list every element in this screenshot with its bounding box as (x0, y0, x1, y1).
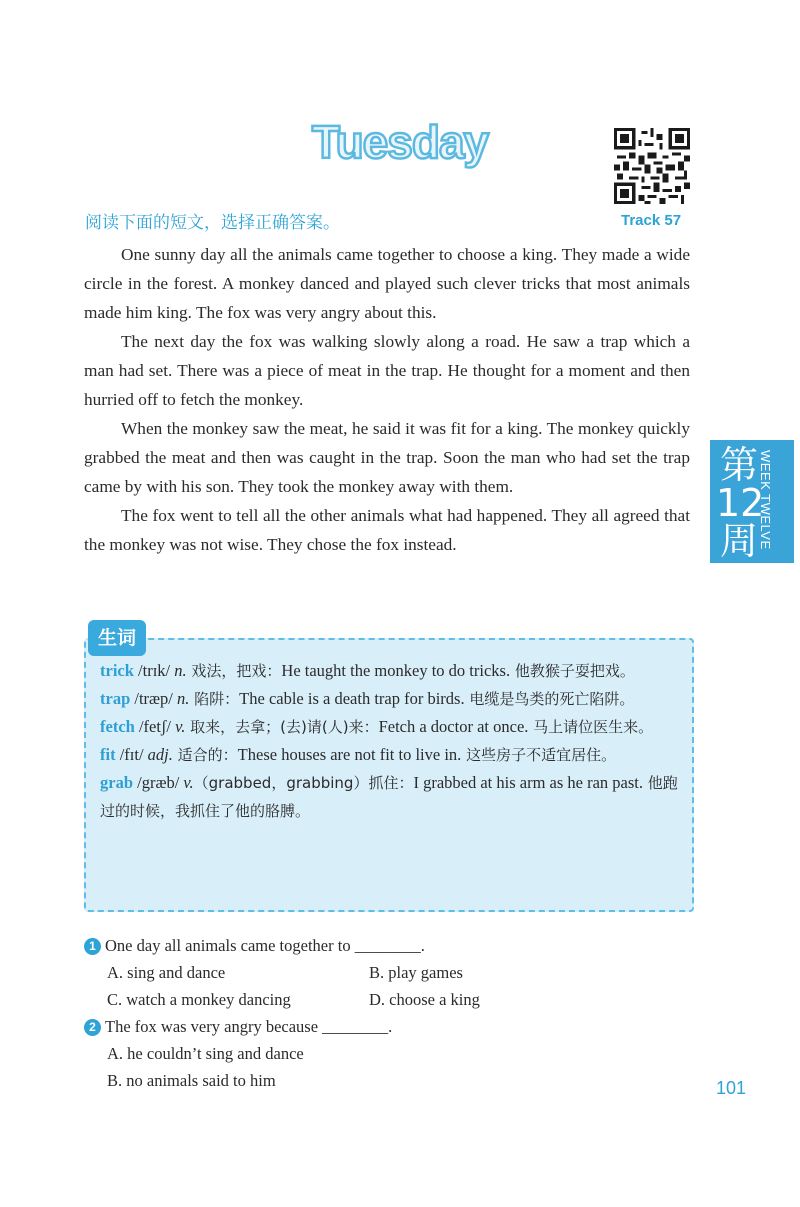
vocabulary-list (100, 657, 678, 825)
vocab-example: I grabbed at his arm as he ran past. (413, 773, 643, 792)
vocab-pos: v. (183, 773, 194, 792)
vocab-cn-example: 这些房子不适宜居住。 (461, 746, 617, 764)
vocab-cn-definition: 适合的： (172, 746, 238, 764)
vocab-phonetic: /trɪk/ (133, 661, 175, 680)
vocab-cn-example: 马上请位医生来。 (528, 718, 654, 736)
vocab-cn-example: 他教猴子耍把戏。 (510, 662, 635, 680)
vocab-word: fetch (100, 717, 135, 736)
week-tab-cn: 第12周 (716, 443, 765, 563)
questions-section (84, 932, 690, 1094)
vocab-cn-example: 他跑过的时候，我抓住了他的胳膊。 (100, 774, 678, 820)
vocab-pos: n. (177, 689, 190, 708)
vocab-pos: v. (175, 717, 186, 736)
vocab-phonetic: /fɪt/ (115, 745, 148, 764)
passage-paragraph: The next day the fox was walking slowly along a road. He saw a trap which a man had set. There was a piece of meat in the trap. He thought for a moment and then hurried off to fetch the monkey. (84, 332, 690, 409)
passage-paragraph: When the monkey saw the meat, he said it was fit for a king. The monkey quickly grabbed the meat and then was caught in the trap. Soon the man who had set the trap came by with his son. They took the monkey away with them. (84, 419, 690, 496)
answer-option[interactable]: A. he couldn’t sing and dance (107, 1044, 304, 1063)
options-row (84, 1067, 690, 1094)
vocab-example: Fetch a doctor at once. (378, 717, 529, 736)
vocab-pos: adj. (147, 745, 173, 764)
vocab-entry (100, 713, 678, 741)
options-row (84, 959, 690, 986)
vocab-phonetic: /fetʃ/ (134, 717, 176, 736)
vocab-word: fit (100, 745, 116, 764)
vocab-entry (100, 769, 678, 825)
reading-passage (84, 240, 690, 559)
vocab-word: trick (100, 661, 134, 680)
week-tab (710, 440, 794, 563)
question-number-badge: 1 (84, 938, 101, 955)
vocab-cn-definition: （grabbed，grabbing）抓住： (193, 774, 414, 792)
vocab-cn-definition: 取来，去拿；(去)请(人)来： (185, 718, 379, 736)
answer-option[interactable]: A. sing and dance (107, 963, 226, 982)
vocab-cn-definition: 陷阱： (189, 690, 240, 708)
vocab-example: He taught the monkey to do tricks. (281, 661, 511, 680)
audio-track-label[interactable]: Track 57 (621, 212, 682, 229)
instruction-text: 阅读下面的短文，选择正确答案。 (85, 213, 340, 233)
answer-option[interactable]: D. choose a king (369, 990, 480, 1009)
vocab-entry (100, 657, 678, 685)
answer-option[interactable]: B. play games (369, 963, 463, 982)
question-number-badge: 2 (84, 1019, 101, 1036)
vocab-phonetic: /træp/ (130, 689, 178, 708)
vocab-cn-example: 电缆是鸟类的死亡陷阱。 (464, 690, 635, 708)
answer-option[interactable]: B. no animals said to him (107, 1071, 276, 1090)
vocab-word: grab (100, 773, 133, 792)
question (84, 932, 690, 959)
qr-code-icon[interactable] (614, 128, 690, 204)
question-text: One day all animals came together to ________. (105, 936, 425, 955)
passage-paragraph: One sunny day all the animals came together to choose a king. They made a wide circle in the forest. A monkey danced and played such clever tricks that most animals made him king. The fox was very angry about this. (84, 245, 690, 322)
vocabulary-badge: 生词 (88, 620, 146, 656)
question (84, 1013, 690, 1040)
page-number: 101 (716, 1078, 747, 1098)
vocab-entry (100, 685, 678, 713)
vocab-pos: n. (174, 661, 187, 680)
passage-paragraph: The fox went to tell all the other animals what had happened. They all agreed that the monkey was not wise. They chose the fox instead. (84, 506, 690, 554)
answer-option[interactable]: C. watch a monkey dancing (107, 990, 291, 1009)
question-text: The fox was very angry because ________. (105, 1017, 393, 1036)
vocab-entry (100, 741, 678, 769)
vocab-cn-definition: 戏法，把戏： (186, 662, 282, 680)
page-title: Tuesday (311, 116, 489, 168)
week-tab-en: WEEK TWELVE (758, 450, 773, 550)
vocab-example: These houses are not fit to live in. (237, 745, 462, 764)
options-row (84, 1040, 690, 1067)
options-row (84, 986, 690, 1013)
vocab-example: The cable is a death trap for birds. (239, 689, 465, 708)
vocab-phonetic: /græb/ (133, 773, 184, 792)
vocab-word: trap (100, 689, 131, 708)
